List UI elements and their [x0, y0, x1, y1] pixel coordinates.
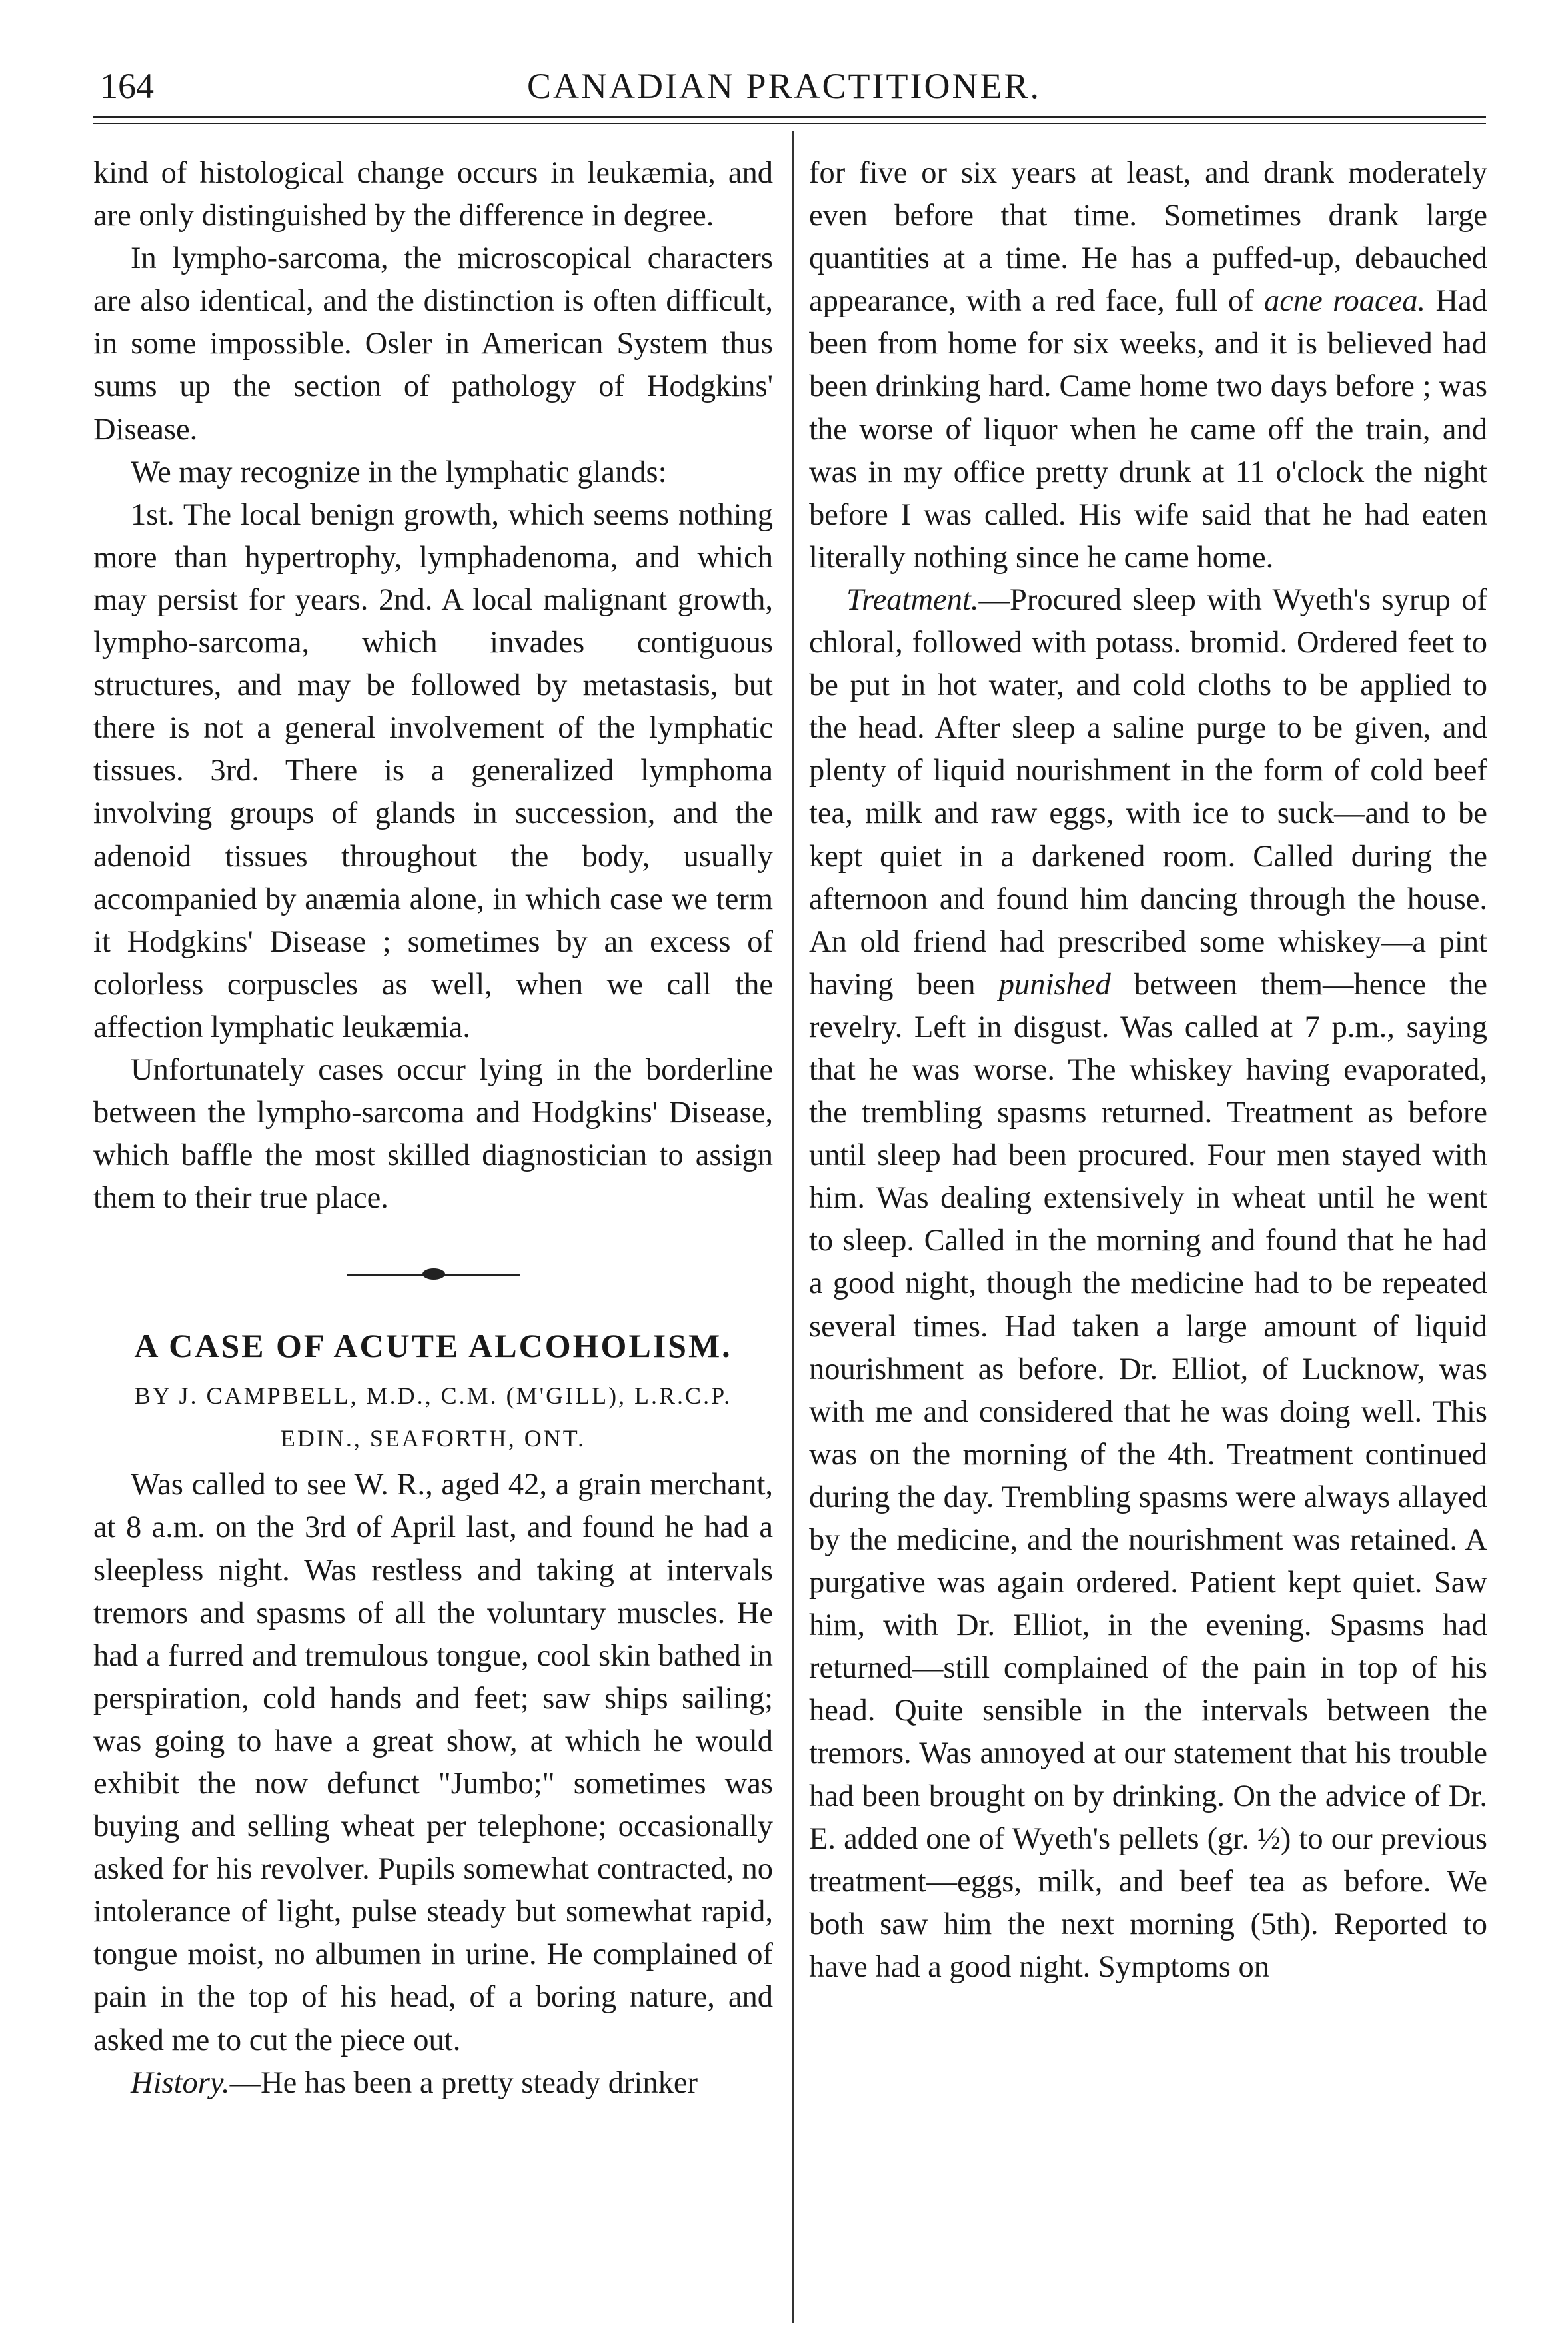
header-rule-top	[93, 116, 1486, 118]
italic-term: punished	[998, 967, 1111, 1002]
paragraph: kind of histological change occurs in leukæmia, and are only distinguished by the difference in degree.	[93, 156, 773, 233]
text-run: between them—hence the revelry. Left in disgust. Was called at 7 p.m., saying that he was worse. The whiskey having evaporated, the trembling spasms returned. Treatment as before until sleep had been procured. Four men stayed with him. Was dealing extensively in wheat until he went to sleep. Called in the morning and found that he had a good night, though the medicine had to be repeated several times. Had taken a large amount of liquid nourishment as before. Dr. Elliot, of Lucknow, was with me and considered that he was doing well. This was on the morning of the 4th. Treatment continued during the day. Trembling spasms were always allayed by the medicine, and the nourishment was retained. A purgative was again ordered. Patient kept quiet. Saw him, with Dr. Elliot, in the evening. Spasms had returned—still complained of the pain in top of his head. Quite sensible in the intervals between the tremors. Was annoyed at our statement that his trouble had been brought on by drinking. On the advice of Dr. E. added one of Wyeth's pellets (gr. ½) to our previous treatment—eggs, milk, and beef tea as before. We both saw him the next morning (5th). Reported to have had a good night. Symptoms on	[809, 967, 1487, 1984]
paragraph: Was called to see W. R., aged 42, a grain merchant, at 8 a.m. on the 3rd of April last, and found he had a sleepless night. Was restless and taking at intervals tremors and spasms of all the voluntary muscles. He had a furred and tremulous tongue, cool skin bathed in perspiration, cold hands and feet; saw ships sailing; was going to have a great show, at which he would exhibit the now defunct "Jumbo;" sometimes was buying and selling wheat per telephone; occasionally asked for his revolver. Pupils somewhat contracted, no intolerance of light, pulse steady but somewhat rapid, tongue moist, no albumen in urine. He complained of pain in the top of his head, of a boring nature, and asked me to cut the piece out.	[93, 1468, 773, 2057]
paragraph	[809, 152, 1487, 579]
text-run: for five or six years at least, and drank moderately even before that time. Sometimes drank large quantities at a time. He has a puffed-up, debauched appearance, with a red face, full of	[809, 156, 1487, 319]
paragraph: We may recognize in the lymphatic glands:	[131, 455, 667, 489]
paragraph: Unfortunately cases occur lying in the borderline between the lympho-sarcoma and Hodgkins' Disease, which baffle the most skilled diagnostician to assign them to their true place.	[93, 1052, 773, 1216]
paragraph	[93, 2062, 773, 2105]
text-run: —Procured sleep with Wyeth's syrup of chloral, followed with potass. bromid. Ordered feet to be put in hot water, and cold cloths to be applied to the head. After sleep a saline purge to be given, and plenty of liquid nourishment in the form of cold beef tea, milk and raw eggs, with ice to suck—and to be kept quiet in a darkened room. Called during the afternoon and found him dancing through the house. An old friend had prescribed some whiskey—a pint having been	[809, 583, 1487, 1002]
history-label: History.	[131, 2065, 230, 2100]
history-text: —He has been a pretty steady drinker	[229, 2065, 698, 2100]
left-column	[93, 152, 773, 2105]
header-rule-bottom	[93, 123, 1486, 124]
paragraph: 1st. The local benign growth, which seems nothing more than hypertrophy, lymphadenoma, and which may persist for years. 2nd. A local malignant growth, lympho-sarcoma, which invades contiguous structures, and may be followed by metastasis, but there is not a general involvement of the lymphatic tissues. 3rd. There is a generalized lymphoma involving groups of glands in succession, and the adenoid tissues throughout the body, usually accompanied by anæmia alone, in which case we term it Hodgkins' Disease ; sometimes by an excess of colorless corpuscles as well, when we call the affection lymphatic leukæmia.	[93, 497, 773, 1044]
text-run: Had been from home for six weeks, and it is believed had been drinking hard. Came home two days before ; was the worse of liquor when he came off the train, and was in my office pretty drunk at 11 o'clock the night before I was called. His wife said that he had eaten literally nothing since he came home.	[809, 284, 1487, 575]
article-title: A CASE OF ACUTE ALCOHOLISM.	[134, 1327, 732, 1365]
page-number: 164	[100, 66, 154, 106]
column-divider	[792, 131, 794, 2323]
byline: BY J. CAMPBELL, M.D., C.M. (M'GILL), L.R.C.P. EDIN., SEAFORTH, ONT.	[134, 1382, 732, 1452]
treatment-label: Treatment.	[846, 583, 979, 617]
paragraph: In lympho-sarcoma, the microscopical characters are also identical, and the distinction is often difficult, in some impossible. Osler in American System thus sums up the section of pathology of Hodgkins' Disease.	[93, 241, 773, 447]
running-head: CANADIAN PRACTITIONER.	[527, 66, 1041, 106]
italic-term: acne roacea.	[1264, 284, 1426, 319]
right-column	[809, 152, 1487, 1989]
section-ornament	[93, 1220, 773, 1320]
paragraph	[809, 579, 1487, 1989]
